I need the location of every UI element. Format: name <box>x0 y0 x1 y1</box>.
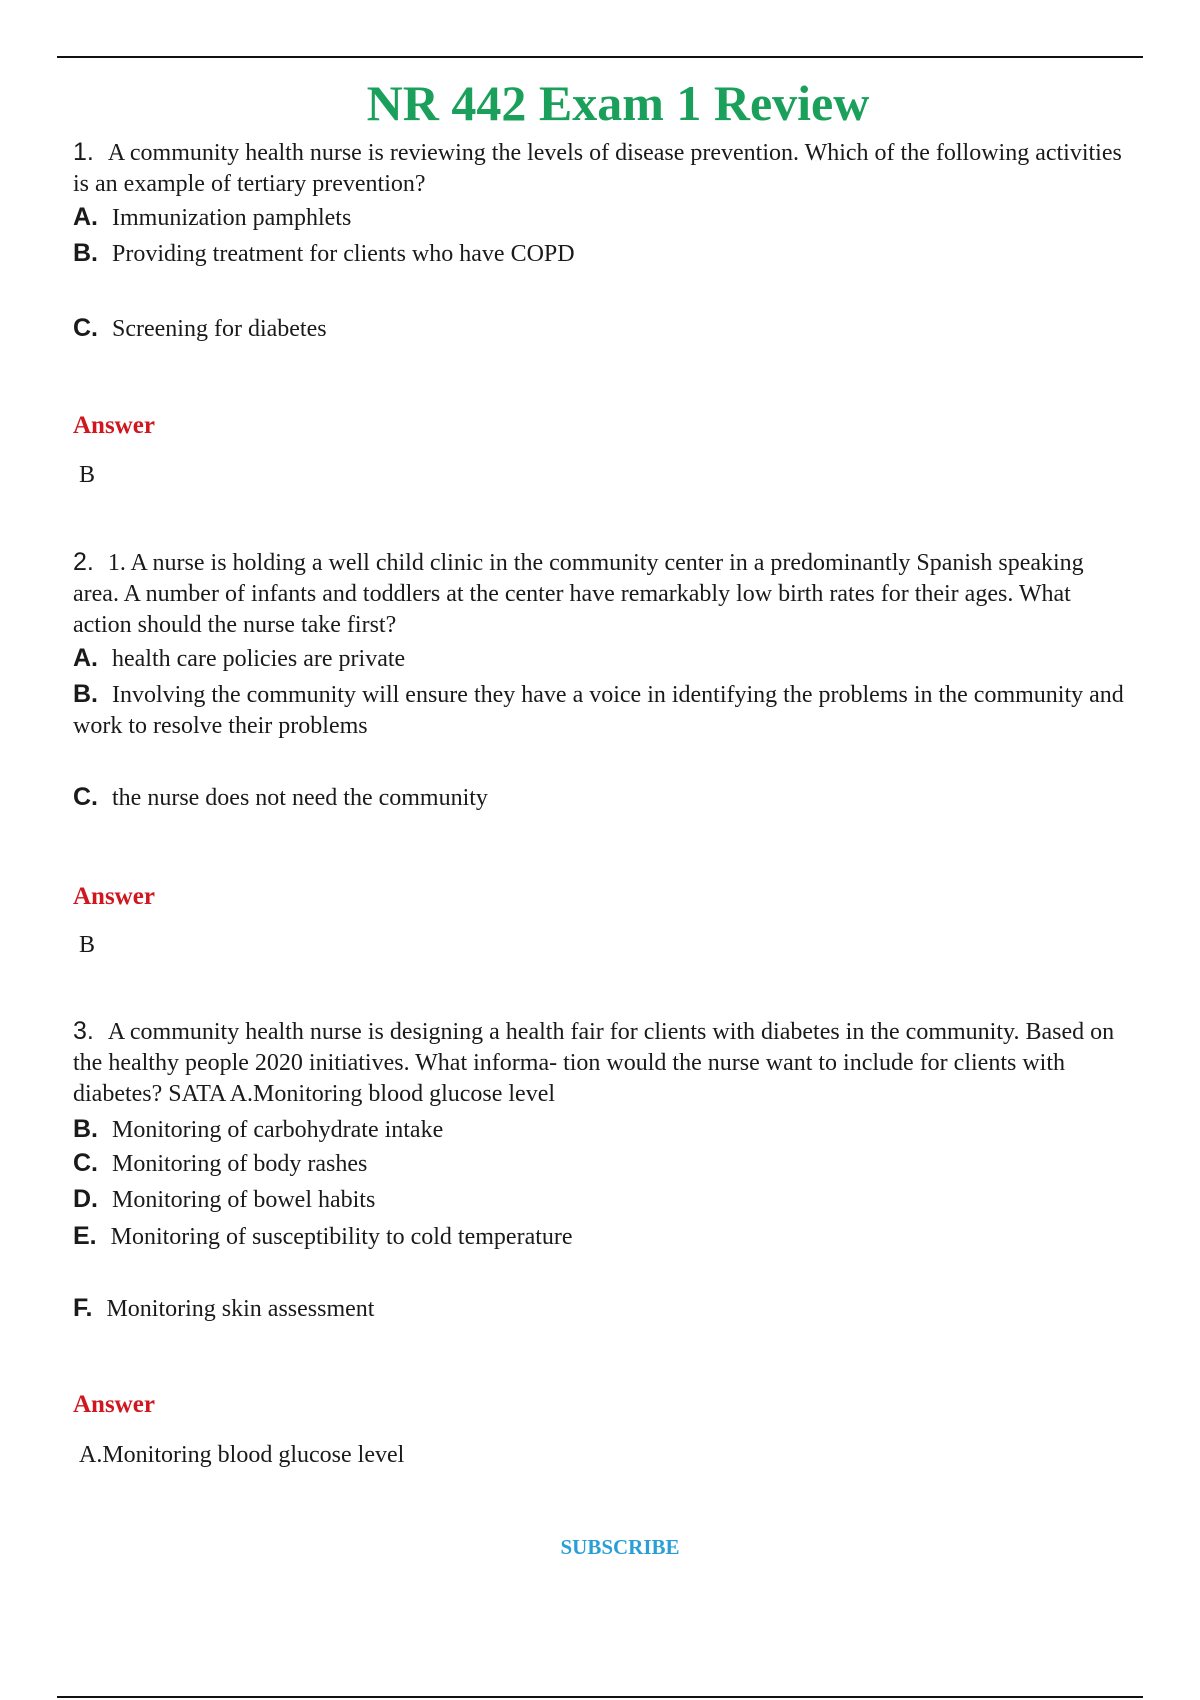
question-2-text <box>73 547 1133 641</box>
option-letter: C. <box>73 783 98 811</box>
question-1-option-b <box>73 238 1133 270</box>
page-title: NR 442 Exam 1 Review <box>366 75 870 131</box>
question-3-number: 3. <box>73 1017 94 1045</box>
option-letter: B. <box>73 1115 98 1143</box>
option-letter: F. <box>73 1294 93 1322</box>
bottom-divider <box>57 1696 1143 1698</box>
question-1-number: 1. <box>73 138 94 166</box>
option-letter: B. <box>73 680 98 708</box>
option-text: Monitoring skin assessment <box>106 1296 375 1322</box>
question-3-option-f <box>73 1293 1133 1325</box>
question-2-option-c <box>73 782 1133 814</box>
option-text: Immunization pamphlets <box>112 205 352 231</box>
question-3-option-d <box>73 1184 1133 1216</box>
question-3-stem: A community health nurse is designing a health fair for clients with diabetes in the community. Based on the healthy people 2020 initiatives. What informa- tion would the nurse want to include for clients with diabetes? SATA A.Monitoring blood glucose level <box>73 1019 1115 1107</box>
top-divider <box>57 56 1143 58</box>
option-letter: C. <box>73 1149 98 1177</box>
question-2-answer-label: Answer <box>73 883 155 910</box>
option-text: Monitoring of susceptibility to cold temperature <box>110 1224 573 1250</box>
question-1-answer-value: B <box>79 462 96 488</box>
option-letter: E. <box>73 1222 97 1250</box>
question-1-answer-label: Answer <box>73 412 155 439</box>
option-letter: A. <box>73 203 98 231</box>
option-letter: A. <box>73 644 98 672</box>
option-letter: D. <box>73 1185 98 1213</box>
question-3-option-c <box>73 1148 1133 1180</box>
option-text: Monitoring of carbohydrate intake <box>112 1117 444 1143</box>
question-1-text <box>73 137 1133 200</box>
question-3-answer-value: A.Monitoring blood glucose level <box>79 1442 405 1468</box>
option-text: Screening for diabetes <box>112 316 327 342</box>
option-text: Providing treatment for clients who have COPD <box>112 241 575 267</box>
question-3-option-e <box>73 1221 1133 1253</box>
subscribe-link[interactable]: SUBSCRIBE <box>560 1535 680 1559</box>
option-letter: B. <box>73 239 98 267</box>
question-3-text <box>73 1016 1133 1110</box>
question-2-stem: 1. A nurse is holding a well child clinic in the community center in a predominantly Spanish speaking area. A number of infants and toddlers at the center have remarkably low birth rates for their ages. What action should the nurse take first? <box>73 550 1084 638</box>
question-2-option-b <box>73 679 1133 742</box>
question-2-option-a <box>73 643 1133 675</box>
option-letter: C. <box>73 314 98 342</box>
option-text: Monitoring of body rashes <box>112 1151 368 1177</box>
option-text: the nurse does not need the community <box>112 785 488 811</box>
question-1-option-a <box>73 202 1133 234</box>
question-2-answer-value: B <box>79 932 96 958</box>
question-1-stem: A community health nurse is reviewing the levels of disease prevention. Which of the following activities is an example of tertiary prevention? <box>73 140 1122 197</box>
question-3-option-b <box>73 1114 1133 1146</box>
option-text: Involving the community will ensure they have a voice in identifying the problems in the community and work to resolve their problems <box>73 682 1124 739</box>
question-1-option-c <box>73 313 1133 345</box>
option-text: health care policies are private <box>112 646 406 672</box>
question-2-number: 2. <box>73 548 94 576</box>
question-3-answer-label: Answer <box>73 1391 155 1418</box>
option-text: Monitoring of bowel habits <box>112 1187 376 1213</box>
